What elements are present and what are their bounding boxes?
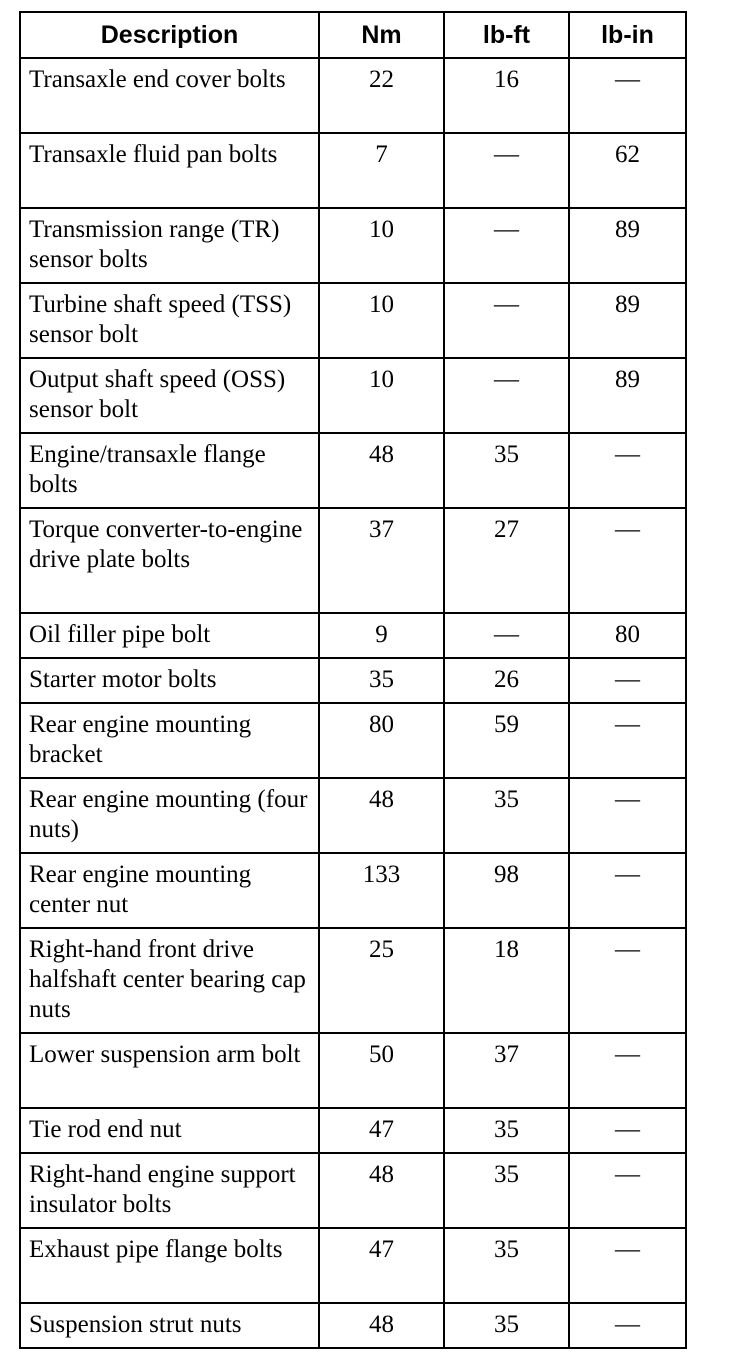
description-cell: Turbine shaft speed (TSS) sensor bolt	[20, 283, 319, 358]
nm-cell: 48	[319, 778, 444, 853]
description-cell: Oil filler pipe bolt	[20, 613, 319, 658]
description-cell: Rear engine mounting (four nuts)	[20, 778, 319, 853]
nm-cell: 47	[319, 1108, 444, 1153]
lb-in-cell: —	[569, 703, 686, 778]
description-cell: Transaxle end cover bolts	[20, 58, 319, 133]
table-row	[20, 1033, 686, 1108]
lb-ft-cell: 18	[444, 928, 569, 1033]
lb-in-cell: 89	[569, 283, 686, 358]
lb-in-cell: —	[569, 1033, 686, 1108]
lb-in-cell: —	[569, 658, 686, 703]
table-row	[20, 1303, 686, 1348]
lb-ft-cell: —	[444, 613, 569, 658]
description-cell: Transmission range (TR) sensor bolts	[20, 208, 319, 283]
description-cell: Right-hand front drive halfshaft center bearing cap nuts	[20, 928, 319, 1033]
table-row	[20, 928, 686, 1033]
lb-ft-cell: 35	[444, 433, 569, 508]
nm-cell: 7	[319, 133, 444, 208]
table-row	[20, 1153, 686, 1228]
description-cell: Engine/transaxle flange bolts	[20, 433, 319, 508]
header-description: Description	[20, 12, 319, 58]
table-row	[20, 358, 686, 433]
nm-cell: 50	[319, 1033, 444, 1108]
header-row	[20, 12, 686, 58]
nm-cell: 10	[319, 208, 444, 283]
lb-ft-cell: 26	[444, 658, 569, 703]
header-lb-ft: lb-ft	[444, 12, 569, 58]
lb-ft-cell: 35	[444, 1153, 569, 1228]
description-cell: Exhaust pipe flange bolts	[20, 1228, 319, 1303]
lb-in-cell: —	[569, 1153, 686, 1228]
table-row	[20, 58, 686, 133]
lb-in-cell: —	[569, 433, 686, 508]
lb-in-cell: 89	[569, 358, 686, 433]
lb-ft-cell: 35	[444, 1228, 569, 1303]
lb-in-cell: —	[569, 928, 686, 1033]
description-cell: Torque converter-to-engine drive plate bolts	[20, 508, 319, 613]
table-row	[20, 778, 686, 853]
nm-cell: 133	[319, 853, 444, 928]
lb-ft-cell: 35	[444, 778, 569, 853]
nm-cell: 22	[319, 58, 444, 133]
description-cell: Suspension strut nuts	[20, 1303, 319, 1348]
lb-ft-cell: 98	[444, 853, 569, 928]
torque-spec-table	[19, 11, 687, 1349]
table-row	[20, 208, 686, 283]
lb-ft-cell: 59	[444, 703, 569, 778]
lb-in-cell: —	[569, 1108, 686, 1153]
description-cell: Right-hand engine support insulator bolts	[20, 1153, 319, 1228]
description-cell: Starter motor bolts	[20, 658, 319, 703]
lb-ft-cell: 37	[444, 1033, 569, 1108]
header-lb-in: lb-in	[569, 12, 686, 58]
description-cell: Output shaft speed (OSS) sensor bolt	[20, 358, 319, 433]
table-row	[20, 613, 686, 658]
nm-cell: 48	[319, 1303, 444, 1348]
nm-cell: 80	[319, 703, 444, 778]
header-nm: Nm	[319, 12, 444, 58]
nm-cell: 35	[319, 658, 444, 703]
description-cell: Rear engine mounting bracket	[20, 703, 319, 778]
lb-in-cell: —	[569, 853, 686, 928]
nm-cell: 25	[319, 928, 444, 1033]
lb-in-cell: —	[569, 508, 686, 613]
table-row	[20, 1228, 686, 1303]
table-row	[20, 853, 686, 928]
table-row	[20, 1108, 686, 1153]
lb-in-cell: —	[569, 1228, 686, 1303]
nm-cell: 47	[319, 1228, 444, 1303]
lb-ft-cell: 27	[444, 508, 569, 613]
nm-cell: 10	[319, 283, 444, 358]
nm-cell: 48	[319, 433, 444, 508]
nm-cell: 37	[319, 508, 444, 613]
lb-ft-cell: 35	[444, 1108, 569, 1153]
table-row	[20, 508, 686, 613]
lb-ft-cell: —	[444, 133, 569, 208]
description-cell: Rear engine mounting center nut	[20, 853, 319, 928]
lb-in-cell: —	[569, 1303, 686, 1348]
lb-ft-cell: 16	[444, 58, 569, 133]
table-row	[20, 658, 686, 703]
nm-cell: 9	[319, 613, 444, 658]
lb-in-cell: 80	[569, 613, 686, 658]
lb-in-cell: 62	[569, 133, 686, 208]
lb-ft-cell: 35	[444, 1303, 569, 1348]
table-row	[20, 133, 686, 208]
description-cell: Tie rod end nut	[20, 1108, 319, 1153]
nm-cell: 10	[319, 358, 444, 433]
description-cell: Transaxle fluid pan bolts	[20, 133, 319, 208]
lb-ft-cell: —	[444, 358, 569, 433]
lb-in-cell: 89	[569, 208, 686, 283]
table-row	[20, 703, 686, 778]
lb-ft-cell: —	[444, 208, 569, 283]
lb-in-cell: —	[569, 58, 686, 133]
description-cell: Lower suspension arm bolt	[20, 1033, 319, 1108]
lb-in-cell: —	[569, 778, 686, 853]
table-row	[20, 433, 686, 508]
lb-ft-cell: —	[444, 283, 569, 358]
nm-cell: 48	[319, 1153, 444, 1228]
table-row	[20, 283, 686, 358]
